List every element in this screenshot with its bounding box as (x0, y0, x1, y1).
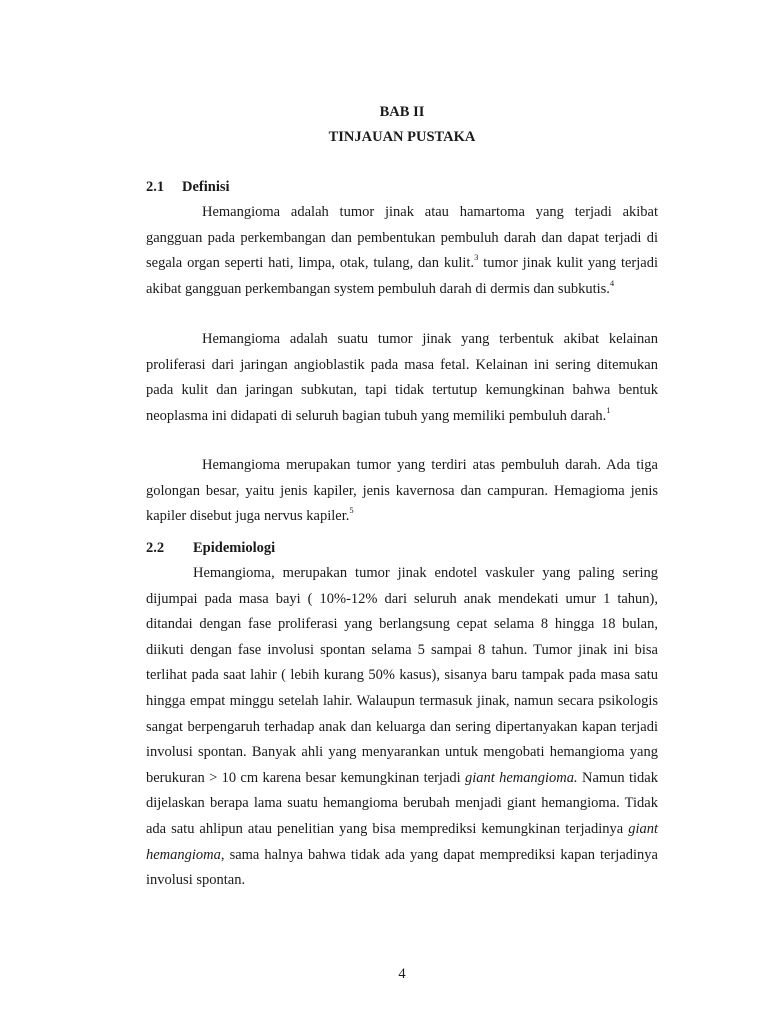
section-number: 2.2 (146, 540, 165, 556)
paragraph-text: Hemangioma adalah suatu tumor jinak yang terbentuk akibat kelainan proliferasi dari jaringan angioblastik pada masa fetal. Kelainan ini sering ditemukan pada kulit dan jaringan subkutan, tapi tidak tertutup kemungkinan bahwa bentuk neoplasma ini didapati di seluruh bagian tubuh yang memiliki pembuluh darah. (146, 331, 658, 424)
section-title: Definisi (182, 179, 230, 195)
chapter-heading: BAB II (379, 104, 425, 120)
section-number: 2.1 (146, 179, 165, 195)
paragraph-epidemiologi-1 (146, 561, 658, 894)
italic-term: giant hemangioma (146, 820, 658, 863)
paragraph-definisi-1 (146, 200, 658, 302)
footnote-ref: 5 (349, 505, 354, 516)
paragraph-definisi-3 (146, 453, 658, 530)
footnote-ref: 4 (609, 277, 615, 288)
chapter-title: TINJAUAN PUSTAKA (328, 129, 476, 145)
paragraph-definisi-2 (146, 327, 658, 429)
paragraph-text: tumor jinak kulit yang terjadi akibat gangguan perkembangan system pembuluh darah di dermis dan subkutis. (146, 255, 659, 297)
paragraph-text: , sama halnya bahwa tidak ada yang dapat memprediksi kapan terjadinya involusi spontan. (146, 846, 658, 889)
page-number: 4 (398, 966, 406, 982)
paragraph-text: Namun tidak dijelaskan berapa lama suatu hemangioma berubah menjadi giant hemangioma. Tidak ada satu ahlipun atau penelitian yang bisa memprediksi kemungkinan terjadinya (146, 769, 658, 837)
footnote-ref: 1 (606, 404, 611, 415)
paragraph-text: Hemangioma merupakan tumor yang terdiri atas pembuluh darah. Ada tiga golongan besar, yaitu jenis kapiler, jenis kavernosa dan campuran. Hemagioma jenis kapiler disebut juga nervus kapiler. (146, 457, 658, 525)
italic-term: giant hemangioma. (464, 769, 578, 786)
paragraph-text: Hemangioma, merupakan tumor jinak endotel vaskuler yang paling sering dijumpai pada masa bayi ( 10%-12% dari seluruh anak mendekati umur 1 tahun), ditandai dengan fase proliferasi yang berlangsung cepat selama 8 hingga 18 bulan, diikuti dengan fase involusi spontan selama 5 sampai 8 tahun. Tumor jinak ini bisa terlihat pada saat lahir ( lebih kurang 50% kasus), sisanya baru tampak pada masa satu hingga empat minggu setelah lahir. Walaupun termasuk jinak, namun secara psikologis sangat berpengaruh terhadap anak dan keluarga dan sering dipertanyakan kapan terjadi involusi spontan. Banyak ahli yang menyarankan untuk mengobati hemangioma yang berukuran > 10 cm karena besar kemungkinan terjadi (146, 565, 658, 786)
section-heading-epidemiologi (146, 540, 275, 557)
paragraph-text: Hemangioma adalah tumor jinak atau hamartoma yang terjadi akibat gangguan pada perkembangan dan pembentukan pembuluh darah dan dapat terjadi di segala organ seperti hati, limpa, otak, tulang, dan kulit. (146, 204, 658, 272)
section-heading-definisi (146, 179, 230, 196)
footnote-ref: 3 (474, 252, 479, 263)
section-title: Epidemiologi (193, 540, 276, 556)
